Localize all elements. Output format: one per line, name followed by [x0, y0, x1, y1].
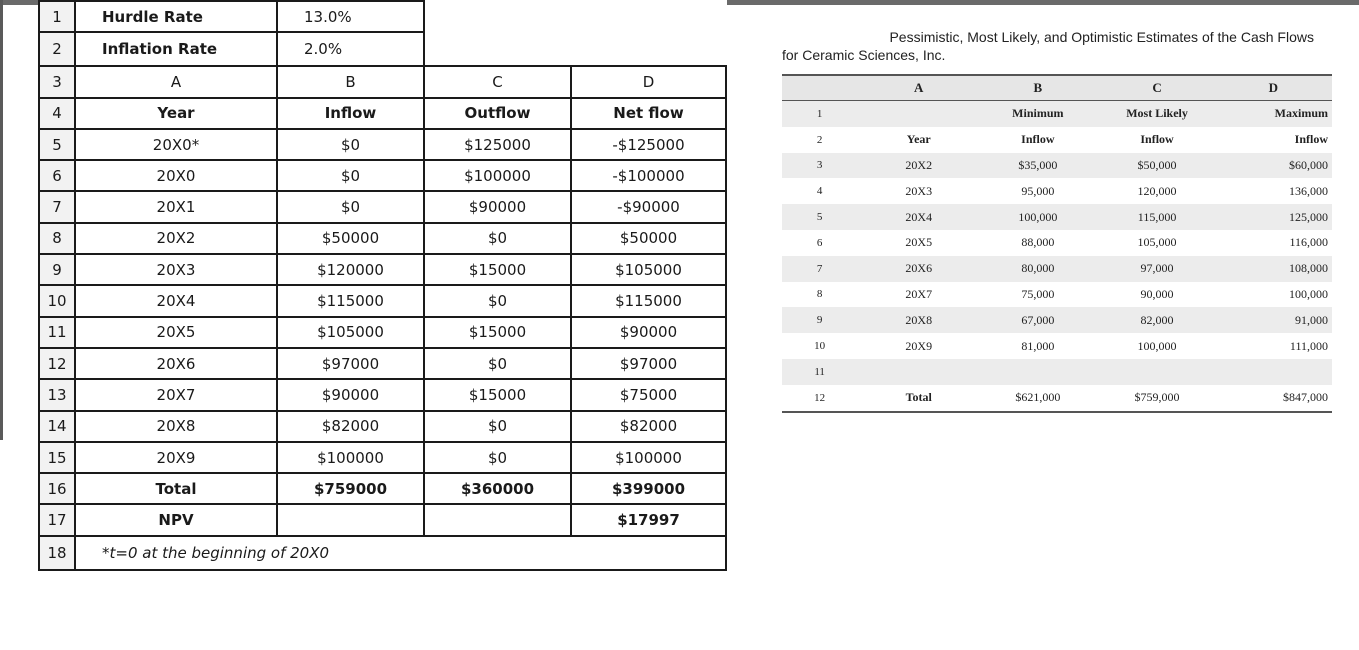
npv-spreadsheet	[38, 0, 727, 571]
left-edge-shadow	[0, 0, 3, 440]
net-flow-cell[interactable]: $50000	[571, 223, 726, 254]
year-cell: 20X3	[905, 183, 933, 198]
column-letter: C	[1095, 75, 1218, 101]
caption-line-1: Pessimistic, Most Likely, and Optimistic Estimates of the Cash Flows	[889, 29, 1314, 45]
outflow-cell[interactable]: $15000	[424, 254, 571, 285]
maximum-inflow: $60,000	[1219, 153, 1332, 179]
column-header: Inflow	[277, 98, 424, 129]
minimum-inflow: 81,000	[1021, 338, 1055, 353]
outflow-cell[interactable]: $0	[424, 285, 571, 316]
table-row	[782, 153, 1332, 179]
most-likely-inflow: 105,000	[1137, 235, 1177, 250]
sheet-row	[39, 285, 726, 316]
most-likely-inflow: 115,000	[1095, 204, 1218, 230]
row-number: 14	[39, 411, 75, 442]
row-number: 3	[782, 153, 857, 179]
total-outflow[interactable]: $360000	[424, 473, 571, 504]
maximum-inflow: 108,000	[1219, 256, 1332, 282]
total-row	[782, 385, 1332, 412]
row-number: 2	[39, 32, 75, 66]
book-excerpt	[782, 28, 1332, 413]
most-likely-inflow: 82,000	[1095, 307, 1218, 333]
total-most-likely: $759,000	[1095, 385, 1218, 412]
inflow-cell[interactable]: $90000	[277, 379, 424, 410]
sheet-header-row	[39, 98, 726, 129]
year-cell[interactable]: 20X8	[75, 411, 277, 442]
total-net-flow[interactable]: $399000	[571, 473, 726, 504]
estimates-header-row	[782, 127, 1332, 153]
outflow-cell[interactable]: $15000	[424, 379, 571, 410]
sheet-row	[39, 411, 726, 442]
year-cell[interactable]: 20X0*	[75, 129, 277, 160]
total-minimum: $621,000	[980, 385, 1095, 412]
row-number: 10	[39, 285, 75, 316]
total-inflow[interactable]: $759000	[277, 473, 424, 504]
row-number: 16	[39, 473, 75, 504]
year-cell: 20X9	[905, 338, 933, 353]
sheet-row	[39, 317, 726, 348]
estimates-table	[782, 74, 1332, 413]
sheet-row	[39, 160, 726, 191]
table-row	[782, 230, 1332, 256]
footnote-row	[39, 536, 726, 570]
net-flow-cell[interactable]: -$90000	[571, 191, 726, 222]
row-number: 8	[816, 288, 823, 301]
hurdle-rate-value[interactable]: 13.0%	[277, 1, 424, 32]
sheet-row	[39, 348, 726, 379]
column-header: Most Likely	[1095, 101, 1218, 127]
inflation-rate-label: Inflation Rate	[75, 32, 277, 66]
estimates-header-row	[782, 101, 1332, 127]
inflow-cell[interactable]: $0	[277, 191, 424, 222]
net-flow-cell[interactable]: $100000	[571, 442, 726, 473]
column-letter: B	[980, 75, 1095, 101]
hurdle-rate-label: Hurdle Rate	[75, 1, 277, 32]
maximum-inflow: 91,000	[1219, 307, 1332, 333]
row-number: 12	[782, 385, 857, 412]
total-maximum: $847,000	[1219, 385, 1332, 412]
minimum-inflow: 67,000	[980, 307, 1095, 333]
sheet-row	[39, 191, 726, 222]
sheet-row	[39, 32, 726, 66]
outflow-cell[interactable]: $0	[424, 442, 571, 473]
minimum-inflow: 88,000	[1021, 235, 1055, 250]
year-cell[interactable]: 20X5	[75, 317, 277, 348]
total-label: Total	[857, 385, 980, 412]
inflow-cell[interactable]: $0	[277, 160, 424, 191]
column-header: Inflow	[1294, 132, 1328, 147]
column-header: Minimum	[980, 101, 1095, 127]
outflow-cell[interactable]: $15000	[424, 317, 571, 348]
outflow-cell[interactable]: $125000	[424, 129, 571, 160]
row-number: 12	[39, 348, 75, 379]
table-row	[782, 178, 1332, 204]
column-header: Year	[75, 98, 277, 129]
net-flow-cell[interactable]: $105000	[571, 254, 726, 285]
inflow-cell[interactable]: $120000	[277, 254, 424, 285]
row-number: 5	[39, 129, 75, 160]
net-flow-cell[interactable]: $82000	[571, 411, 726, 442]
year-cell[interactable]: 20X7	[75, 379, 277, 410]
minimum-inflow: $35,000	[980, 153, 1095, 179]
column-header: Outflow	[424, 98, 571, 129]
outflow-cell[interactable]: $0	[424, 223, 571, 254]
year-cell: 20X6	[857, 256, 980, 282]
most-likely-inflow: $50,000	[1095, 153, 1218, 179]
maximum-inflow: 136,000	[1289, 183, 1328, 198]
table-row	[782, 204, 1332, 230]
inflow-cell[interactable]: $82000	[277, 411, 424, 442]
sheet-row	[39, 254, 726, 285]
maximum-inflow: 116,000	[1289, 235, 1328, 250]
row-number: 9	[782, 307, 857, 333]
outflow-cell[interactable]: $90000	[424, 191, 571, 222]
inflow-cell[interactable]: $0	[277, 129, 424, 160]
minimum-inflow: 95,000	[1021, 183, 1055, 198]
inflation-rate-value[interactable]: 2.0%	[277, 32, 424, 66]
minimum-inflow: 100,000	[980, 204, 1095, 230]
sheet-row	[39, 66, 726, 97]
row-number: 15	[39, 442, 75, 473]
row-number: 9	[39, 254, 75, 285]
row-number: 1	[39, 1, 75, 32]
table-row	[782, 256, 1332, 282]
year-cell: 20X2	[857, 153, 980, 179]
npv-label[interactable]: NPV	[75, 504, 277, 535]
column-header: Net flow	[571, 98, 726, 129]
most-likely-inflow: 97,000	[1095, 256, 1218, 282]
row-number: 1	[782, 101, 857, 127]
net-flow-cell[interactable]: -$100000	[571, 160, 726, 191]
column-letter: D	[1219, 75, 1332, 101]
minimum-inflow: 75,000	[1021, 286, 1055, 301]
row-number: 2	[816, 133, 823, 146]
column-letter: A	[857, 75, 980, 101]
most-likely-inflow: 100,000	[1137, 338, 1177, 353]
year-cell[interactable]: 20X0	[75, 160, 277, 191]
sheet-row	[39, 223, 726, 254]
row-number: 7	[782, 256, 857, 282]
sheet-row	[39, 442, 726, 473]
year-cell[interactable]: 20X2	[75, 223, 277, 254]
year-cell: 20X4	[857, 204, 980, 230]
most-likely-inflow: 90,000	[1140, 286, 1174, 301]
year-cell: 20X7	[905, 286, 933, 301]
year-cell[interactable]: 20X4	[75, 285, 277, 316]
inflow-cell[interactable]: $105000	[277, 317, 424, 348]
inflow-cell[interactable]: $100000	[277, 442, 424, 473]
row-number: 6	[816, 236, 823, 249]
inflow-cell[interactable]: $97000	[277, 348, 424, 379]
table-row	[782, 333, 1332, 359]
maximum-inflow: 125,000	[1219, 204, 1332, 230]
minimum-inflow: 80,000	[980, 256, 1095, 282]
row-number: 18	[39, 536, 75, 570]
row-number: 7	[39, 191, 75, 222]
row-number: 3	[39, 66, 75, 97]
column-letter: C	[424, 66, 571, 97]
row-number: 4	[816, 185, 823, 198]
year-cell[interactable]: 20X6	[75, 348, 277, 379]
column-header: Maximum	[1219, 101, 1332, 127]
column-header: Inflow	[1140, 132, 1174, 147]
column-header: Year	[906, 132, 931, 147]
net-flow-cell[interactable]: -$125000	[571, 129, 726, 160]
row-number: 17	[39, 504, 75, 535]
column-letter: A	[75, 66, 277, 97]
row-number: 13	[39, 379, 75, 410]
npv-empty-cell[interactable]	[424, 504, 571, 535]
total-label[interactable]: Total	[75, 473, 277, 504]
maximum-inflow: 100,000	[1289, 286, 1328, 301]
npv-value[interactable]: $17997	[571, 504, 726, 535]
column-letter-row	[782, 75, 1332, 101]
net-flow-cell[interactable]: $90000	[571, 317, 726, 348]
row-number: 11	[782, 359, 857, 385]
column-letter: B	[277, 66, 424, 97]
net-flow-cell[interactable]: $115000	[571, 285, 726, 316]
row-number: 8	[39, 223, 75, 254]
npv-row	[39, 504, 726, 535]
row-number: 10	[814, 340, 826, 353]
inflow-cell[interactable]: $115000	[277, 285, 424, 316]
outflow-cell[interactable]: $100000	[424, 160, 571, 191]
most-likely-inflow: 120,000	[1137, 183, 1177, 198]
table-row	[782, 307, 1332, 333]
footnote[interactable]: *t=0 at the beginning of 20X0	[75, 536, 726, 570]
column-header: Inflow	[1021, 132, 1055, 147]
year-cell[interactable]: 20X9	[75, 442, 277, 473]
sheet-row	[39, 129, 726, 160]
table-caption	[782, 28, 1332, 64]
year-cell[interactable]: 20X1	[75, 191, 277, 222]
row-number: 4	[39, 98, 75, 129]
total-row	[39, 473, 726, 504]
table-row	[782, 359, 1332, 385]
row-number: 6	[39, 160, 75, 191]
npv-empty-cell[interactable]	[277, 504, 424, 535]
table-row	[782, 282, 1332, 308]
net-flow-cell[interactable]: $97000	[571, 348, 726, 379]
maximum-inflow: 111,000	[1289, 338, 1328, 353]
caption-line-2: for Ceramic Sciences, Inc.	[782, 47, 946, 63]
row-number: 11	[39, 317, 75, 348]
column-letter: D	[571, 66, 726, 97]
year-cell: 20X8	[857, 307, 980, 333]
outflow-cell[interactable]: $0	[424, 348, 571, 379]
year-cell: 20X5	[905, 235, 933, 250]
sheet-row	[39, 379, 726, 410]
year-cell[interactable]: 20X3	[75, 254, 277, 285]
outflow-cell[interactable]: $0	[424, 411, 571, 442]
sheet-row	[39, 1, 726, 32]
inflow-cell[interactable]: $50000	[277, 223, 424, 254]
net-flow-cell[interactable]: $75000	[571, 379, 726, 410]
row-number: 5	[782, 204, 857, 230]
